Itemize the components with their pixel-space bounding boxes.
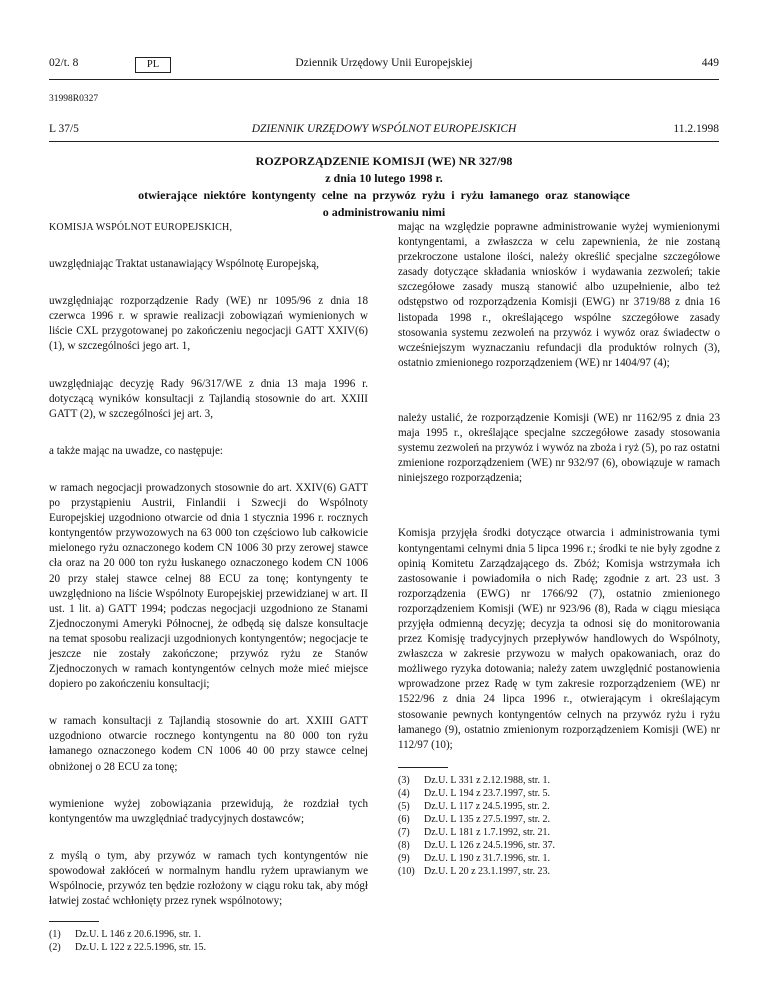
right-footnotes [398,767,720,878]
title-line-1: ROZPORZĄDZENIE KOMISJI (WE) NR 327/98 [255,154,513,168]
footnote-rule [49,921,99,922]
language-badge: PL [135,57,171,73]
footnote: (10) Dz.U. L 20 z 23.1.1997, str. 23. [398,865,551,877]
oj-date: 11.2.1998 [673,123,719,135]
page-number: 449 [701,57,719,69]
title-line-2: z dnia 10 lutego 1998 r. [325,171,443,185]
footnote: (1) Dz.U. L 146 z 20.6.1996, str. 1. [49,929,202,941]
header-rule [49,79,719,80]
footnote: (2) Dz.U. L 122 z 22.5.1996, str. 15. [49,942,207,954]
whereas-intro: a także mając na uwadze, co następuje: [49,444,224,457]
left-footnotes [49,921,368,954]
footnote: (6) Dz.U. L 135 z 27.5.1997, str. 2. [398,813,551,825]
oj-reference: L 37/5 [49,123,79,135]
oj-title: DZIENNIK URZĘDOWY WSPÓLNOT EUROPEJSKICH [251,123,517,135]
footnote: (9) Dz.U. L 190 z 31.7.1996, str. 1. [398,852,551,864]
commission-heading: KOMISJA WSPÓLNOT EUROPEJSKICH, [49,222,233,233]
recital-imports: z myślą o tym, aby przywóz w ramach tych kontyngentów nie spowodował zakłóceń w normalnym handlu ryżem uprawianym we Wspólnocie, przywóz ten będzie rozłożony w ciągu roku tak, aby mógł łatwiej zostać wchłonięty przez rynek wspólnotowy; [49,849,368,908]
title-line-3: otwierające niektóre kontyngenty celne na przywóz ryżu i ryżu łamanego oraz stanowiące [138,188,630,202]
recital-council: Komisja przyjęła środki dotyczące otwarcia i administrowania tymi kontyngentami celnymi dnia 5 lipca 1996 r.; środki te nie były zgodne z opinią Komitetu Zarządzającego ds. Zbóż; Komisja wstrzymała ich zastosowanie i powiadomiła o nich Radę; zgodnie z art. 23 ust. 3 rozporządzenia (EWG) nr 1766/92 (7), ostatnio zmienionego rozporządzeniem Komisji (WE) nr 923/96 (8), Rada w ciągu miesiąca przyjęła odmienną decyzję; decyzja ta odnosi się do monitorowania przez Komisję tradycyjnych przepływów handlowych do Wspólnoty, zwłaszcza w zakresie przywozu w małych opakowaniach, oraz do możliwego ryzyka dotowania; należy zatem uwzględnić postanowienia wprowadzone przez Radę w tym zakresie rozporządzeniem (WE) nr 1522/96 z dnia 24 lipca 1996 r., otwierającym i określającym stosowanie pewnych kontyngentów celnych na przywóz ryżu i ryżu łamanego (9), ostatnio zmienionym rozporządzeniem Komisji (WE) nr 112/97 (10); [398,527,720,751]
recital-administration: mając na względzie poprawne administrowanie wyżej wymienionymi kontyngentami, a zwłaszcza w celu zapewnienia, że nie zostaną przekroczone ustalone ilości, należy określić specjalne szczegółowe zasady dotyczące składania wniosków i wydawania zezwoleń; takie szczegółowe zasady muszą stanowić albo uzupełnienie, albo też odstępstwo od rozporządzenia Komisji (EWG) nr 3719/88 z dnia 16 listopada 1998 r., określającego wspólne szczegółowe zasady stosowania systemu zezwoleń na przywóz i wywóz oraz świadectw o wcześniejszym wyznaczaniu refundacji dla produktów rolnych (3), ostatnio zmienionego rozporządzeniem (WE) nr 1404/97 (4); [398,221,720,369]
footnote: (7) Dz.U. L 181 z 1.7.1992, str. 21. [398,826,551,838]
regulation-title [49,153,719,221]
footnote: (4) Dz.U. L 194 z 23.7.1997, str. 5. [398,787,551,799]
recital-decision: uwzględniając decyzję Rady 96/317/WE z dnia 13 maja 1996 r. dotyczącą wyników konsultacji z Tajlandią stosownie do art. XXIII GATT (2), w szczególności jej art. 3, [49,377,368,420]
footnote: (5) Dz.U. L 117 z 24.5.1995, str. 2. [398,800,550,812]
right-column [398,220,720,878]
page-ref: 02/t. 8 [49,57,79,69]
recital-thailand: w ramach konsultacji z Tajlandią stosownie do art. XXIII GATT uzgodniono otwarcie rocznego kontyngentu na 80 000 ton ryżu łamanego oznaczonego kodem CN 1006 40 00 przy stawce celnej obniżonej o 28 ECU za tonę; [49,715,368,773]
footnote-rule [398,767,448,768]
footnote: (3) Dz.U. L 331 z 2.12.1988, str. 1. [398,774,551,786]
journal-title: Dziennik Urzędowy Unii Europejskiej [295,57,473,69]
oj-rule [49,141,719,142]
recital-suppliers: wymienione wyżej zobowiązania przewidują, że rozdział tych kontyngentów ma uwzględniać tradycyjnych dostawców; [49,797,368,825]
recital-licences: należy ustalić, że rozporządzenie Komisji (WE) nr 1162/95 z dnia 23 maja 1995 r., określające specjalne szczegółowe zasady stosowania systemu zezwoleń na przywóz i wywóz na zboża i ryż (5), po raz ostatni zmienione rozporządzeniem (WE) nr 932/97 (6), obowiązuje w ramach niniejszego rozporządzenia; [398,411,720,485]
recital-regulation: uwzględniając rozporządzenie Rady (WE) nr 1095/96 z dnia 18 czerwca 1996 r. w sprawie realizacji zobowiązań wymienionych w liście CXL przygotowanej po zakończeniu negocjacji GATT XXIV(6) (1), w szczególności jego art. 1, [49,295,368,353]
title-line-4: o administrowaniu nimi [322,205,446,219]
recital-treaty: uwzględniając Traktat ustanawiający Wspólnotę Europejską, [49,258,319,271]
footnote: (8) Dz.U. L 126 z 24.5.1996, str. 37. [398,839,556,851]
celex-number: 31998R0327 [49,94,99,104]
left-column [49,220,368,954]
recital-negotiations: w ramach negocjacji prowadzonych stosownie do art. XXIV(6) GATT po przystąpieniu Austrii, Finlandii i Szwecji do Wspólnoty Europejskiej uzgodniono otwarcie od dnia 1 stycznia 1996 r. rocznych kontyngentów przywozowych na 63 000 ton częściowo lub całkowicie mielonego ryżu oznaczonego kodem CN 1006 30 przy zerowej stawce cła oraz na 20 000 ton ryżu łuskanego oznaczonego kodem CN 1006 20 przy stałej stawce celnej 88 ECU za tonę; kontyngenty te uwzględniono na liście Wspólnoty Europejskiej przewidzianej w art. II ust. 1 lit. a) GATT 1994; podczas negocjacji uzgodniono ze Stanami Zjednoczonymi Ameryki Północnej, że odbędą się dalsze konsultacje na temat sposobu realizacji uzgodnionych kontyngentów; negocjacje te jeszcze nie zostały zakończone; przywóz ryżu ze Stanów Zjednoczonych w ramach kontyngentów celnych może mieć miejsce dopiero po zakończeniu konsultacji; [49,481,368,691]
